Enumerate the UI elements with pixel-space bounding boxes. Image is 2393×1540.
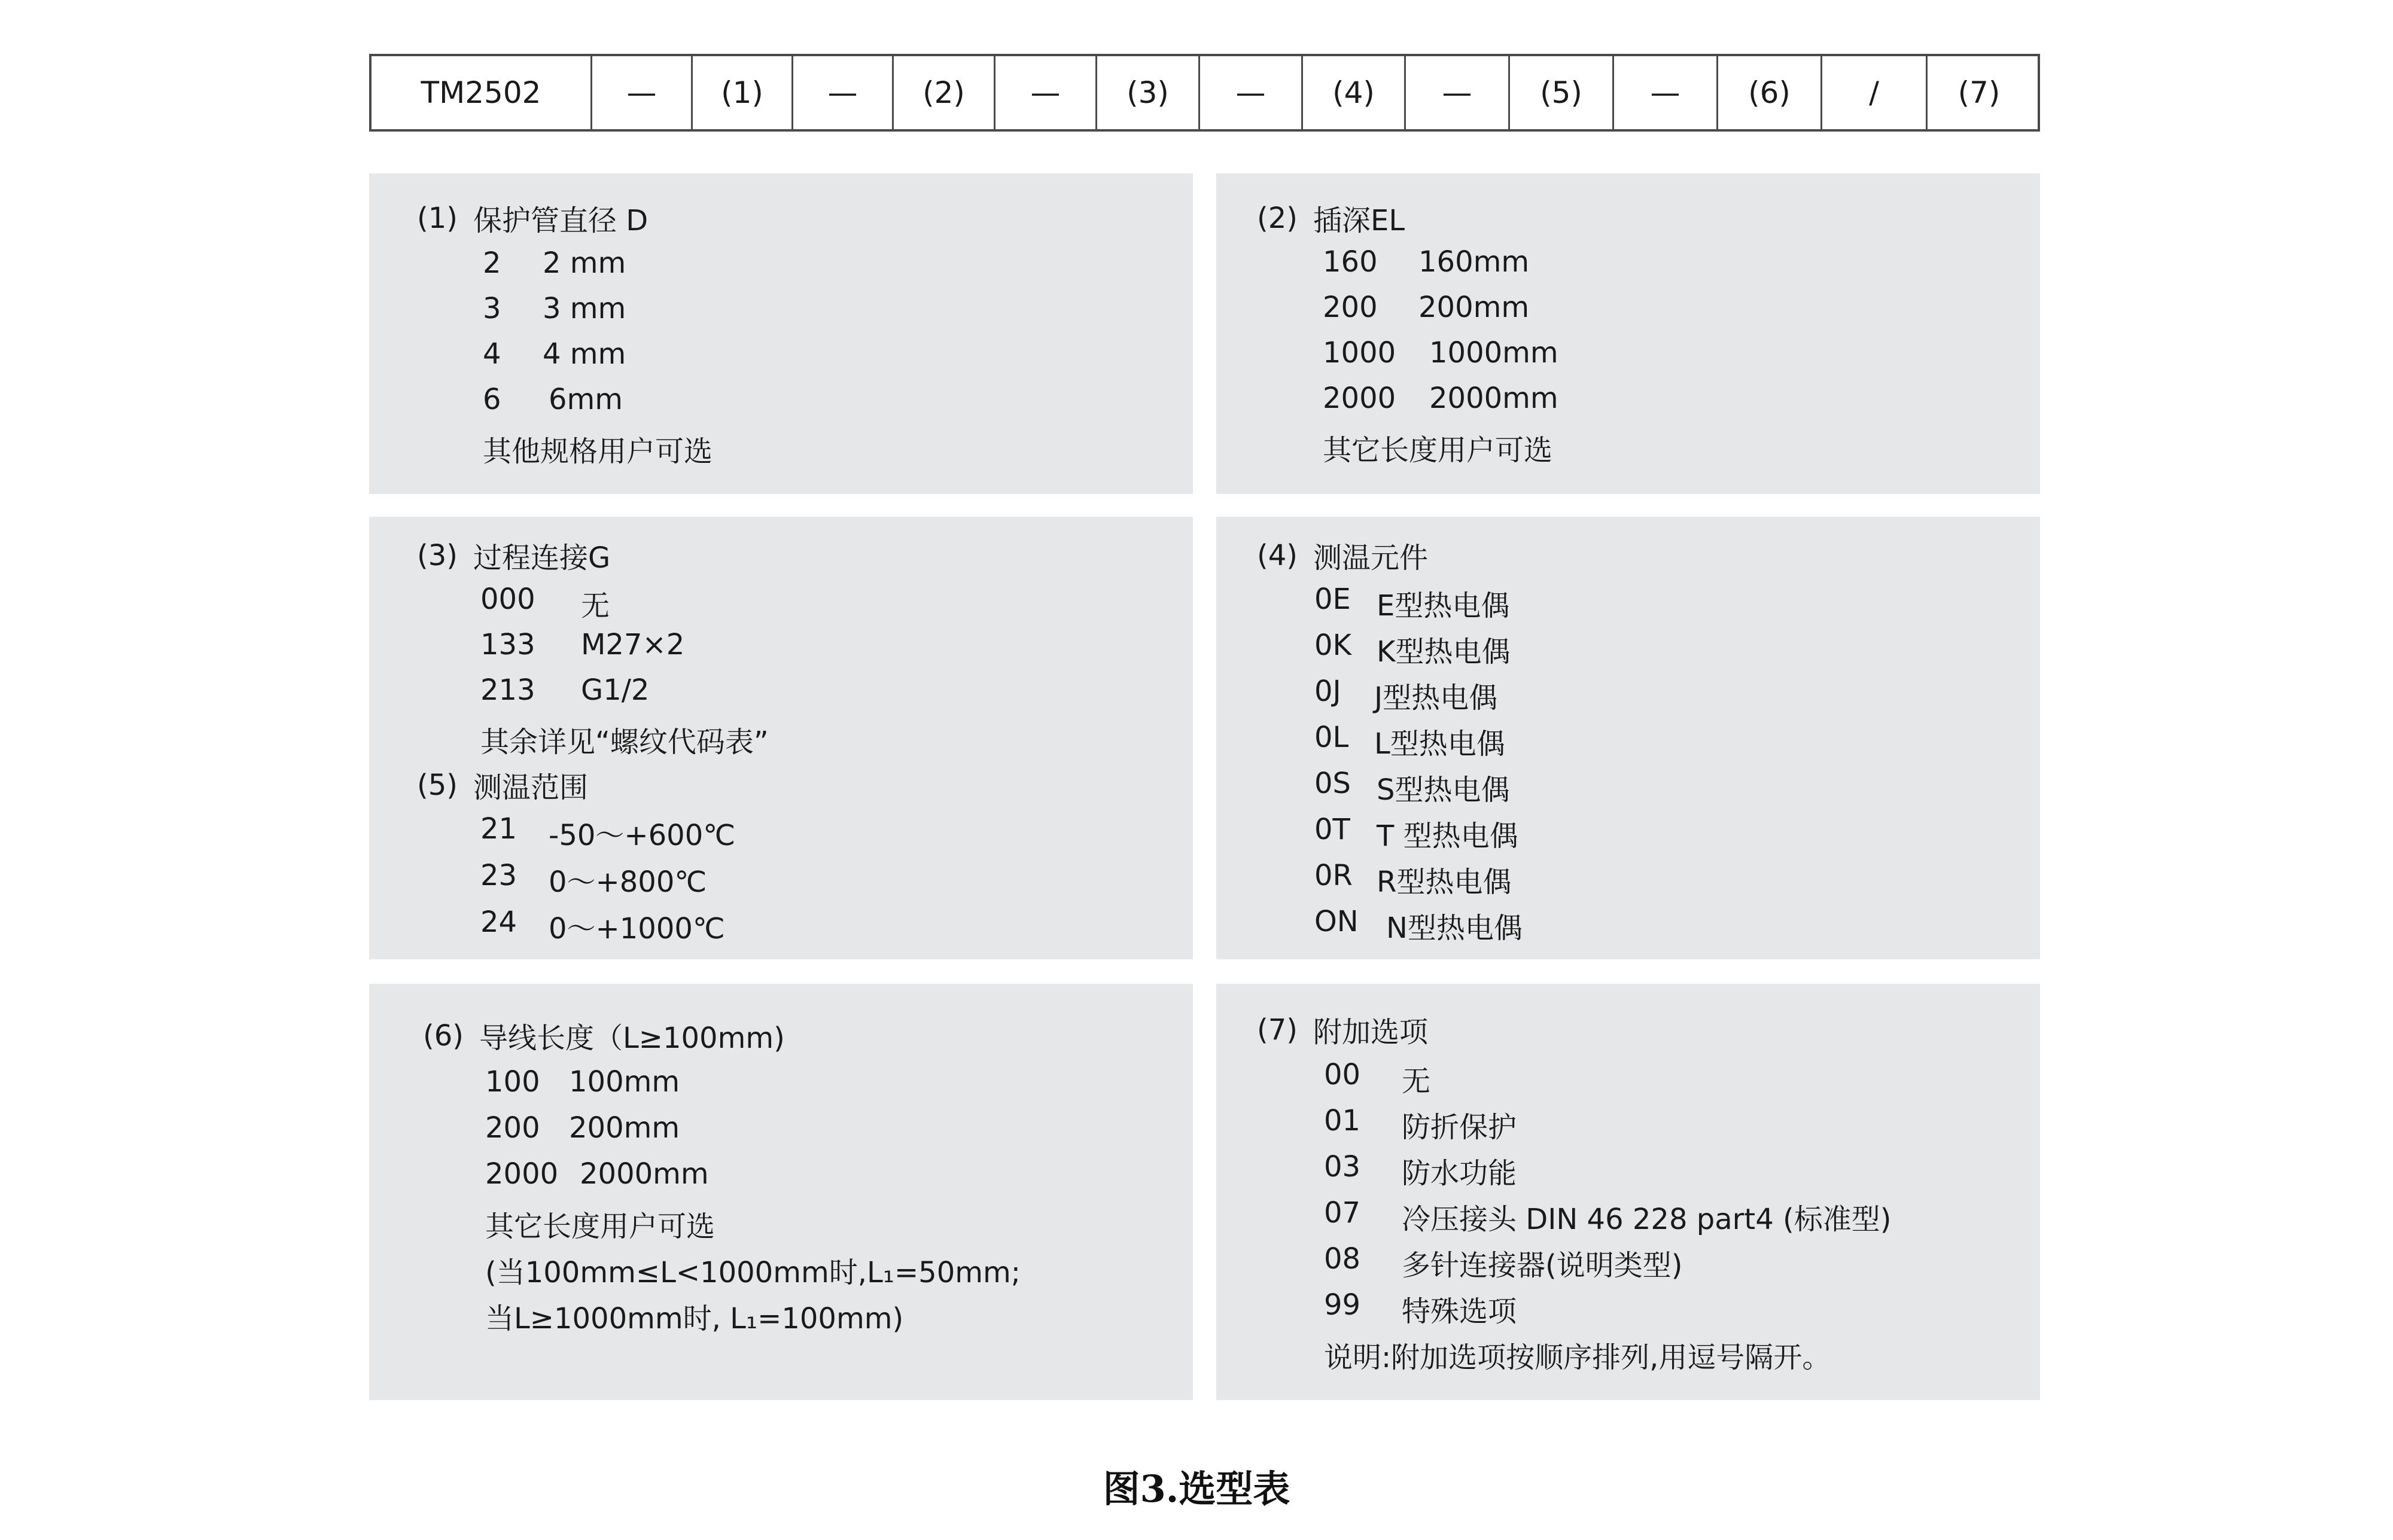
option-desc: 2000mm: [580, 1157, 709, 1191]
option-code: 6: [483, 383, 501, 416]
option-row: [480, 673, 650, 707]
option-desc: T 型热电偶: [1377, 819, 1518, 853]
option-code: 07: [1324, 1196, 1361, 1230]
option-desc: 0～+1000℃: [549, 912, 725, 946]
section-note: (当100mm≤L<1000mm时,L₁=50mm;: [485, 1256, 1021, 1289]
option-desc: 0～+800℃: [549, 865, 707, 899]
code-cell-option-4: (4): [1301, 56, 1404, 129]
option-code: 000: [480, 583, 535, 616]
option-row: [480, 628, 685, 661]
option-code: 3: [483, 292, 501, 325]
code-cell-option-1: (1): [691, 56, 791, 129]
option-desc: 防折保护: [1402, 1111, 1517, 1144]
option-desc: S型热电偶: [1377, 773, 1510, 807]
code-cell-option-5: (5): [1508, 56, 1612, 129]
option-desc: G1/2: [581, 673, 650, 707]
option-row: [1314, 721, 1505, 761]
section-heading: [1257, 1009, 1428, 1050]
section-title: 插深EL: [1313, 204, 1405, 237]
option-code: 00: [1324, 1058, 1361, 1091]
panel-temperature-element: [1216, 517, 2040, 959]
section-number: (2): [1257, 201, 1298, 235]
option-code: 2000: [485, 1157, 559, 1191]
section-number: (6): [423, 1018, 464, 1053]
option-desc: 防水功能: [1402, 1157, 1517, 1190]
option-desc: N型热电偶: [1386, 911, 1523, 945]
option-desc: 无: [581, 589, 610, 623]
section-title: 保护管直径 D: [473, 204, 649, 237]
option-code: 200: [1323, 291, 1378, 324]
option-row: [1314, 905, 1523, 945]
option-desc: J型热电偶: [1374, 681, 1498, 715]
code-cell-option-3: (3): [1095, 56, 1198, 129]
option-desc: E型热电偶: [1377, 589, 1510, 623]
option-code: 0K: [1314, 629, 1352, 662]
section-note: 说明:附加选项按顺序排列,用逗号隔开。: [1324, 1341, 1831, 1374]
section-title: 测温元件: [1313, 541, 1429, 575]
panel-lead-wire-length: [369, 984, 1193, 1400]
section-note: 其它长度用户可选: [1323, 434, 1553, 467]
section-number: (1): [417, 201, 458, 235]
option-row: [480, 812, 736, 852]
section-heading: [423, 1015, 785, 1056]
code-cell-separator: —: [590, 56, 691, 129]
section-note: 当L≥1000mm时, L₁=100mm): [485, 1302, 904, 1335]
option-desc: 无: [1402, 1065, 1431, 1098]
option-code: 03: [1324, 1150, 1361, 1184]
figure-caption: 图3.选型表: [1103, 1467, 1290, 1511]
code-cell-separator: —: [791, 56, 892, 129]
option-desc: 2 mm: [543, 246, 626, 280]
option-row: [485, 1065, 680, 1099]
option-code: 133: [480, 628, 535, 661]
panel-insertion-depth: [1216, 173, 2040, 494]
option-desc: 冷压接头 DIN 46 228 part4 (标准型): [1402, 1203, 1892, 1236]
section-title: 过程连接G: [473, 541, 611, 575]
code-cell-option-6: (6): [1716, 56, 1820, 129]
section-heading: [417, 197, 648, 239]
code-cell-option-2: (2): [892, 56, 994, 129]
option-code: 0E: [1314, 583, 1351, 616]
option-row: [1323, 336, 1558, 370]
option-desc: 多针连接器(说明类型): [1402, 1249, 1683, 1282]
panel-protection-tube-diameter: [369, 173, 1193, 494]
option-code: 2: [483, 246, 501, 280]
option-row: [1314, 859, 1512, 899]
section-note: 其它长度用户可选: [485, 1210, 716, 1243]
section-number: (3): [417, 538, 458, 572]
panel-process-connection-and-range: [369, 517, 1193, 959]
code-cell-slash: /: [1820, 56, 1926, 129]
option-desc: R型热电偶: [1377, 865, 1512, 899]
section-heading: [1257, 535, 1428, 576]
code-cell-separator: —: [1404, 56, 1508, 129]
option-row: [485, 1111, 680, 1145]
option-row: [1314, 813, 1518, 853]
section-heading: [417, 764, 588, 806]
option-code: 23: [480, 859, 517, 892]
section-note: 其余详见“螺纹代码表”: [480, 725, 769, 759]
section-number: (4): [1257, 538, 1298, 572]
option-row: [1324, 1288, 1517, 1328]
code-cell-model: TM2502: [421, 75, 541, 110]
option-row: [1314, 767, 1510, 807]
option-desc: 6mm: [549, 383, 623, 416]
option-row: [1324, 1196, 1892, 1236]
option-code: 24: [480, 905, 517, 939]
option-desc: 2000mm: [1429, 382, 1558, 415]
option-code: 0S: [1314, 767, 1351, 800]
option-code: 2000: [1323, 382, 1396, 415]
panel-additional-options: [1216, 984, 2040, 1400]
option-desc: 100mm: [569, 1065, 680, 1099]
model-code-bar: [369, 54, 2040, 132]
option-code: 99: [1324, 1288, 1361, 1322]
option-row: [483, 292, 626, 325]
option-row: [1324, 1150, 1517, 1190]
section-number: (7): [1257, 1013, 1298, 1047]
option-code: ON: [1314, 905, 1359, 938]
option-row: [1324, 1104, 1517, 1144]
option-row: [1323, 291, 1530, 324]
option-code: 1000: [1323, 336, 1396, 370]
option-code: 01: [1324, 1104, 1361, 1138]
option-desc: -50～+600℃: [549, 819, 736, 852]
option-desc: M27×2: [581, 628, 685, 661]
option-desc: 1000mm: [1429, 336, 1558, 370]
option-row: [480, 905, 725, 946]
option-row: [1314, 629, 1511, 669]
option-code: 160: [1323, 245, 1378, 279]
section-note: 其他规格用户可选: [483, 435, 713, 468]
option-desc: 4 mm: [543, 337, 626, 371]
code-cell-separator: —: [1612, 56, 1716, 129]
option-desc: 200mm: [1418, 291, 1530, 324]
option-code: 0T: [1314, 813, 1350, 846]
option-code: 213: [480, 673, 535, 707]
option-row: [1324, 1242, 1683, 1282]
option-code: 100: [485, 1065, 540, 1099]
option-desc: 特殊选项: [1402, 1295, 1517, 1328]
option-row: [480, 859, 707, 899]
option-code: 4: [483, 337, 501, 371]
option-row: [480, 583, 610, 623]
option-code: 0L: [1314, 721, 1349, 754]
option-row: [1324, 1058, 1431, 1098]
option-desc: 200mm: [569, 1111, 680, 1145]
option-row: [1323, 245, 1530, 279]
option-row: [1314, 583, 1510, 623]
option-desc: K型热电偶: [1377, 635, 1511, 669]
code-cell-separator: —: [994, 56, 1095, 129]
option-code: 200: [485, 1111, 540, 1145]
option-row: [483, 246, 626, 280]
option-code: 0J: [1314, 675, 1341, 708]
option-row: [483, 383, 623, 416]
code-cell-separator: —: [1198, 56, 1301, 129]
code-cell-option-7: (7): [1926, 56, 2030, 129]
option-code: 21: [480, 812, 517, 846]
option-row: [483, 337, 626, 371]
option-code: 08: [1324, 1242, 1361, 1276]
option-row: [1314, 675, 1498, 715]
section-title: 测温范围: [473, 771, 589, 804]
section-title: 附加选项: [1313, 1016, 1429, 1049]
option-desc: 3 mm: [543, 292, 626, 325]
section-title: 导线长度（L≥100mm): [479, 1021, 785, 1055]
option-row: [1323, 382, 1558, 415]
option-code: 0R: [1314, 859, 1353, 892]
option-desc: L型热电偶: [1374, 727, 1505, 761]
section-heading: [417, 535, 610, 576]
section-number: (5): [417, 768, 458, 802]
option-row: [485, 1157, 709, 1191]
option-desc: 160mm: [1418, 245, 1530, 279]
section-heading: [1257, 197, 1405, 239]
